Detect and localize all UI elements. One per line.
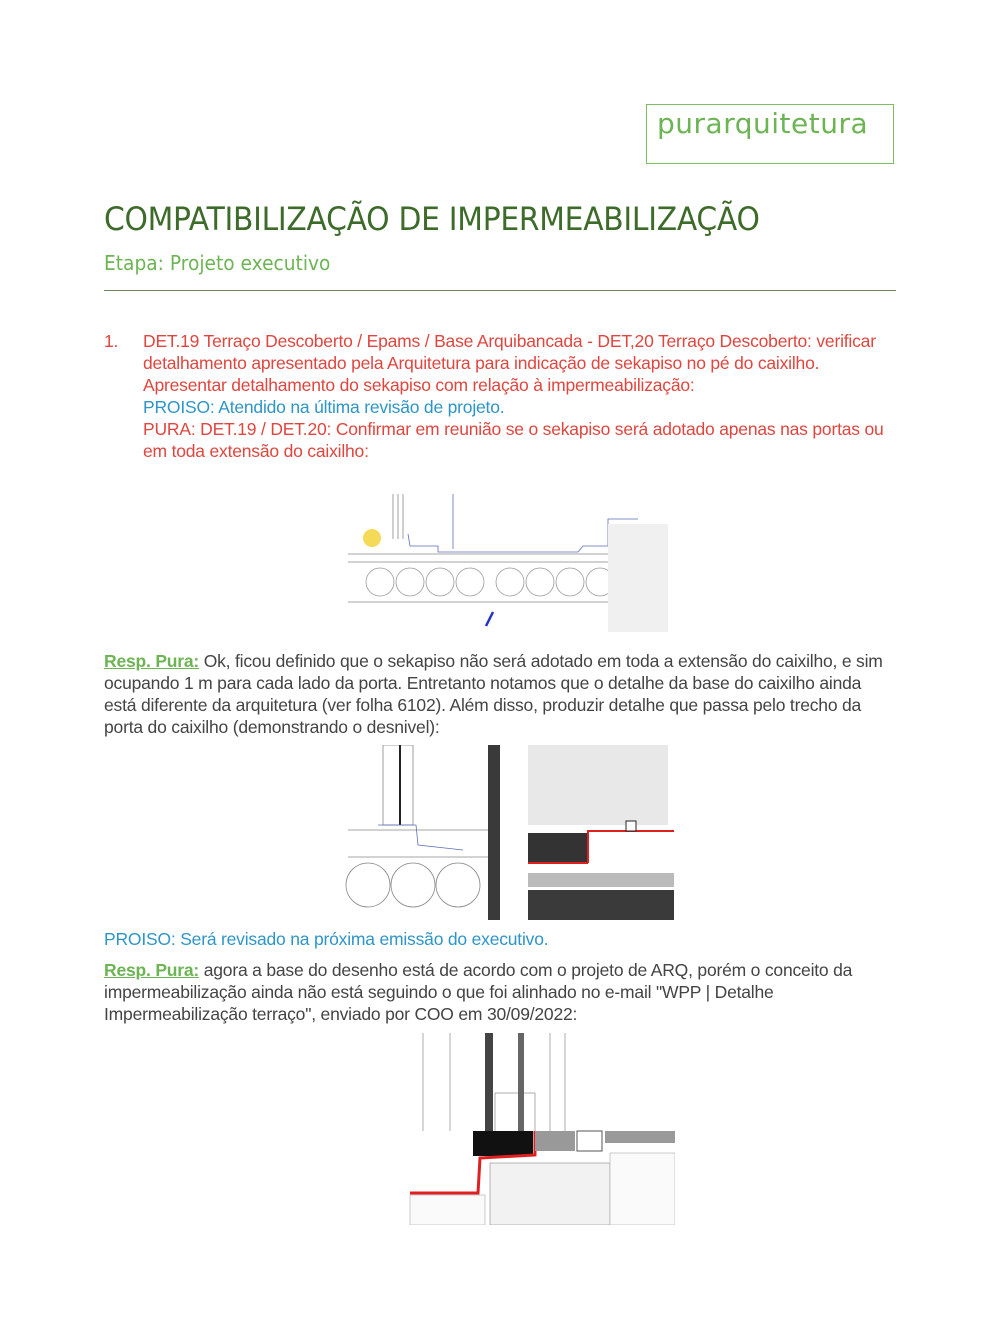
detail-drawing-3 xyxy=(325,1033,675,1225)
resp-pura-label-1: Resp. Pura: xyxy=(104,651,200,671)
resp-pura-label-2: Resp. Pura: xyxy=(104,960,200,980)
proiso-response-1: PROISO: Atendido na última revisão de projeto. xyxy=(143,397,505,417)
logo: purarquitetura xyxy=(657,107,869,140)
logo-box xyxy=(646,104,894,164)
page-title: COMPATIBILIZAÇÃO DE IMPERMEABILIZAÇÃO xyxy=(104,200,760,238)
pura-response-1 xyxy=(104,650,894,738)
detail-drawing-1 xyxy=(338,494,668,632)
detail-drawing-2 xyxy=(338,745,674,920)
page-subtitle: Etapa: Projeto executivo xyxy=(104,251,331,275)
pura-comment-1: PURA: DET.19 / DET.20: Confirmar em reunião se o sekapiso será adotado apenas nas portas ou em toda extensão do caixilho: xyxy=(143,419,884,461)
pura-response-2 xyxy=(104,959,894,1025)
proiso-response-2: PROISO: Será revisado na próxima emissão do executivo. xyxy=(104,929,549,949)
item-number: 1. xyxy=(104,331,119,351)
resp-pura-text-2: agora a base do desenho está de acordo com o projeto de ARQ, porém o conceito da impermeabilização ainda não está seguindo o que foi alinhado no e-mail "WPP | Detalhe Impermeabilização terraço", enviado por COO em 30/09/2022: xyxy=(104,960,853,1024)
header-divider xyxy=(104,290,896,291)
item-description: DET.19 Terraço Descoberto / Epams / Base Arquibancada - DET,20 Terraço Descoberto: verificar detalhamento apresentado pela Arquitetura para indicação de sekapiso no pé do caixilho. Apresentar detalhamento do sekapiso com relação à impermeabilização: xyxy=(143,331,876,395)
resp-pura-text-1: Ok, ficou definido que o sekapiso não será adotado em toda a extensão do caixilho, e sim ocupando 1 m para cada lado da porta. Entretanto notamos que o detalhe da base do caixilho ainda está diferente da arquitetura (ver folha 6102). Além disso, produzir detalhe que passa pelo trecho da porta do caixilho (demonstrando o desnivel): xyxy=(104,651,883,737)
